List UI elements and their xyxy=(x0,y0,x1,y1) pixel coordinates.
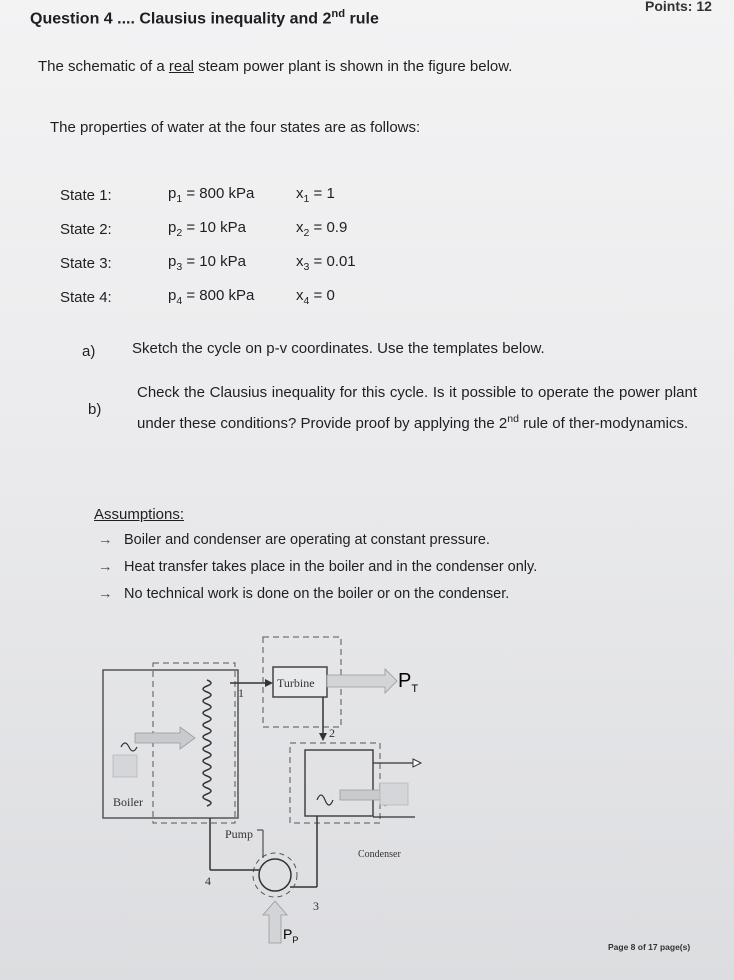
assumption-item: → No technical work is done on the boiler or on the condenser. xyxy=(98,586,510,602)
table-row: State 3: $p_3 = 10$ kPa $x_3 = 0.01$ xyxy=(60,253,356,273)
table-row: State 4: $p_4 = 800$ kPa $x_4 = 0$ xyxy=(60,287,335,307)
task-a-label: a) xyxy=(82,343,96,360)
condenser-label: Condenser xyxy=(358,849,401,860)
flow-arrow-icon xyxy=(413,759,421,767)
power-plant-schematic xyxy=(95,625,455,955)
intro-text: The schematic of a real steam power plant is shown in the figure below. xyxy=(38,58,513,75)
heat-source-icon xyxy=(113,755,137,777)
boiler-label: Boiler xyxy=(113,795,143,809)
page-footer: Page 8 of 17 page(s) xyxy=(608,942,691,952)
pump-power-label: $P_P$ xyxy=(283,926,299,945)
flow-arrow-icon xyxy=(265,679,273,687)
turbine-label: Turbine xyxy=(277,676,315,690)
arrow-right-icon: → xyxy=(98,586,113,602)
table-row: State 1: $p_1 = 800$ kPa $x_1 = 1$ xyxy=(60,185,335,205)
arrow-right-icon: → xyxy=(98,559,113,575)
assumption-item: → Boiler and condenser are operating at constant pressure. xyxy=(98,532,490,548)
state-1-label: 1 xyxy=(238,686,244,700)
states-table xyxy=(60,178,396,314)
heat-wave-icon xyxy=(121,743,137,751)
condenser-box xyxy=(305,750,373,816)
heat-wave-icon xyxy=(317,795,333,805)
turbine-power-label: $P_T$ xyxy=(398,670,419,695)
state-4-label: 4 xyxy=(205,874,211,888)
arrow-right-icon: → xyxy=(98,532,113,548)
table-row: State 2: $p_2 = 10$ kPa $x_2 = 0.9$ xyxy=(60,219,348,239)
turbine-work-arrow-icon xyxy=(327,669,397,693)
task-b-text: Check the Clausius inequality for this cycle. Is it possible to operate the power plant under these conditions? Provide proof by applying the 2nd rule of ther-modynamics. xyxy=(137,384,697,432)
heat-in-arrow-icon xyxy=(135,727,195,749)
flow-arrow-icon xyxy=(319,733,327,741)
properties-intro: The properties of water at the four states are as follows: xyxy=(50,119,421,136)
condenser-boundary xyxy=(290,743,380,823)
heat-sink-icon xyxy=(380,783,408,805)
state-2-label: 2 xyxy=(329,726,335,740)
state-3-label: 3 xyxy=(313,899,319,913)
assumption-item: → Heat transfer takes place in the boiler and in the condenser only. xyxy=(98,559,538,575)
question-title: Question 4 .... Clausius inequality and 2nd rule xyxy=(30,8,379,28)
task-a-text: Sketch the cycle on p-v coordinates. Use the templates below. xyxy=(132,340,545,357)
pump-icon xyxy=(259,859,291,891)
assumptions-title: Assumptions: xyxy=(94,506,185,523)
pump-label: Pump xyxy=(225,827,254,841)
points-label: Points: 12 xyxy=(645,0,712,14)
task-b-label: b) xyxy=(88,401,102,418)
boiler-coil-icon xyxy=(203,680,211,806)
